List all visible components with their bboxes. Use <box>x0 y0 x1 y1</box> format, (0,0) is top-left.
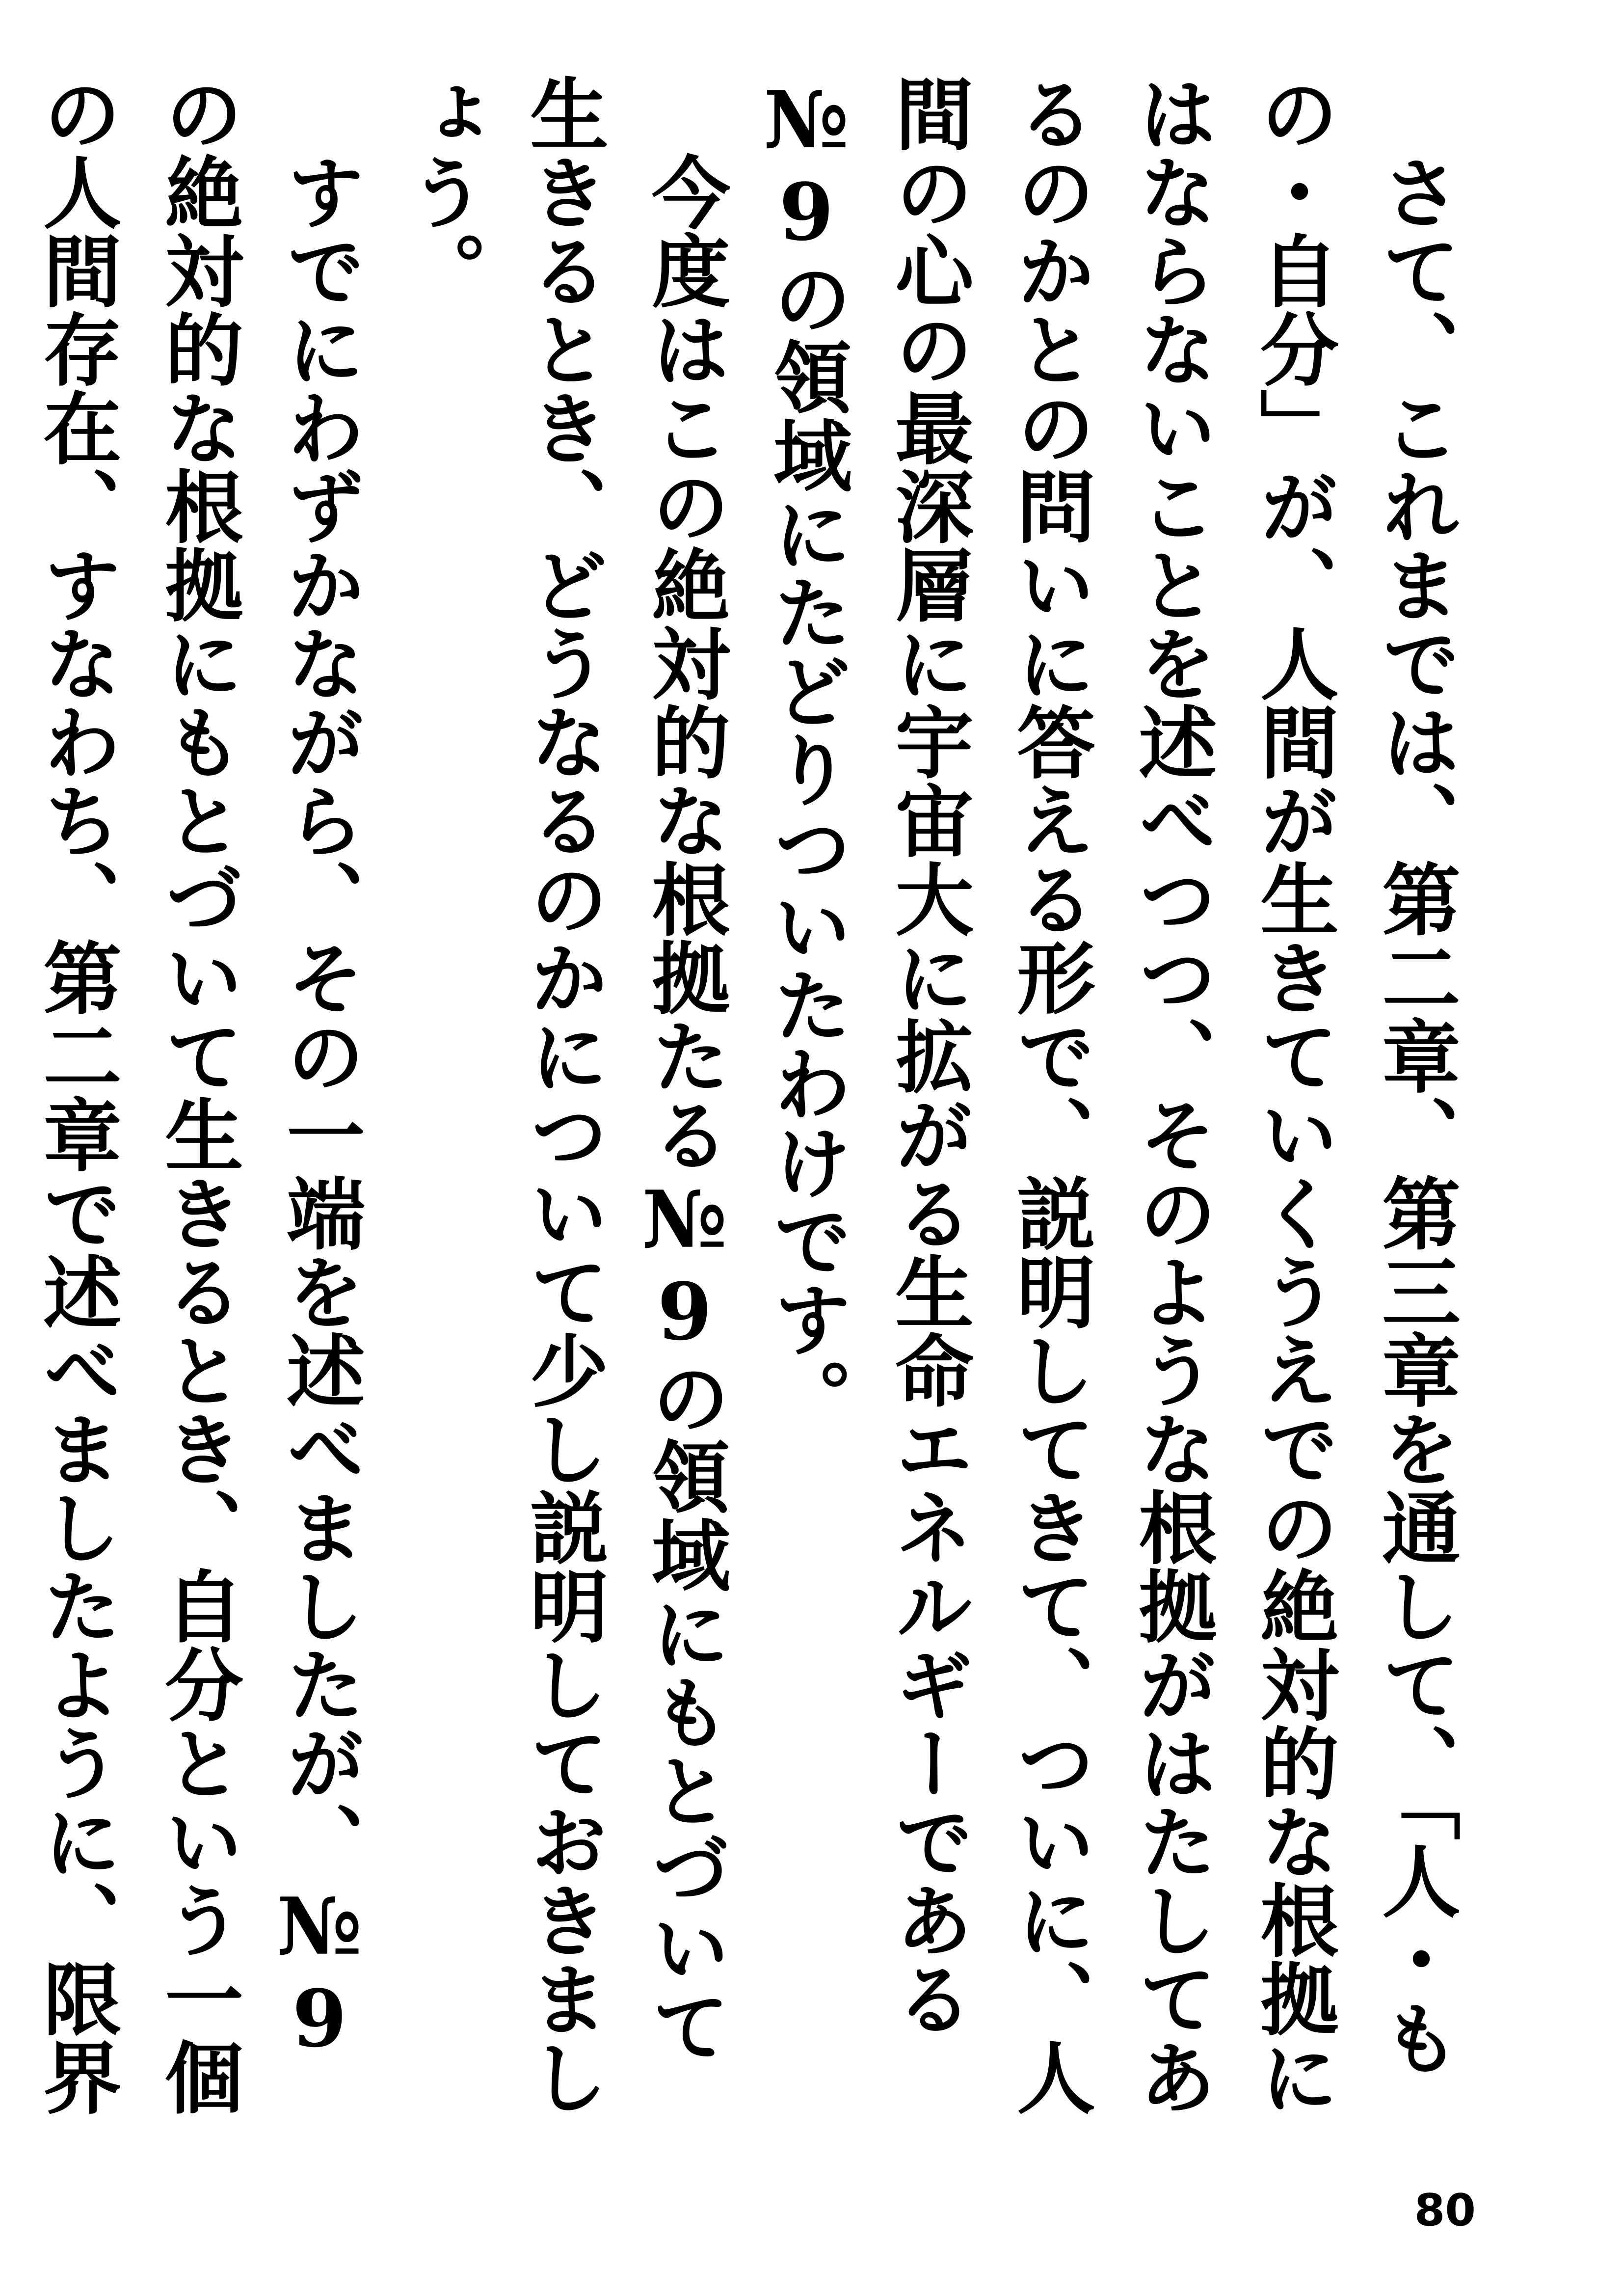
body-text <box>30 74 1476 2135</box>
paragraph: さて、これまでは、第二章、第三章を通して、「人・もの・自分」が、人間が生きていくうえでの絶対的な根拠にはならないことを述べつつ、そのような根拠がはたしてあるのかとの問いに答える形で、説明してきて、ついに、人間の心の最深層に宇宙大に拡がる生命エネルギーである№9の領域にたどりついたわけです。 <box>760 74 1461 2116</box>
paragraph: すでにわずかながら、その一端を述べましたが、№9の絶対的な根拠にもとづいて生きるとき、自分という一個の人間存在、すなわち、第二章で述べましたように、限界 <box>30 74 366 2116</box>
paragraph: 今度はこの絶対的な根拠たる№9の領域にもとづいて生きるとき、どうなるのかについて少し説明しておきましょう。 <box>395 74 731 2116</box>
page-number: 80 <box>1414 2185 1476 2236</box>
